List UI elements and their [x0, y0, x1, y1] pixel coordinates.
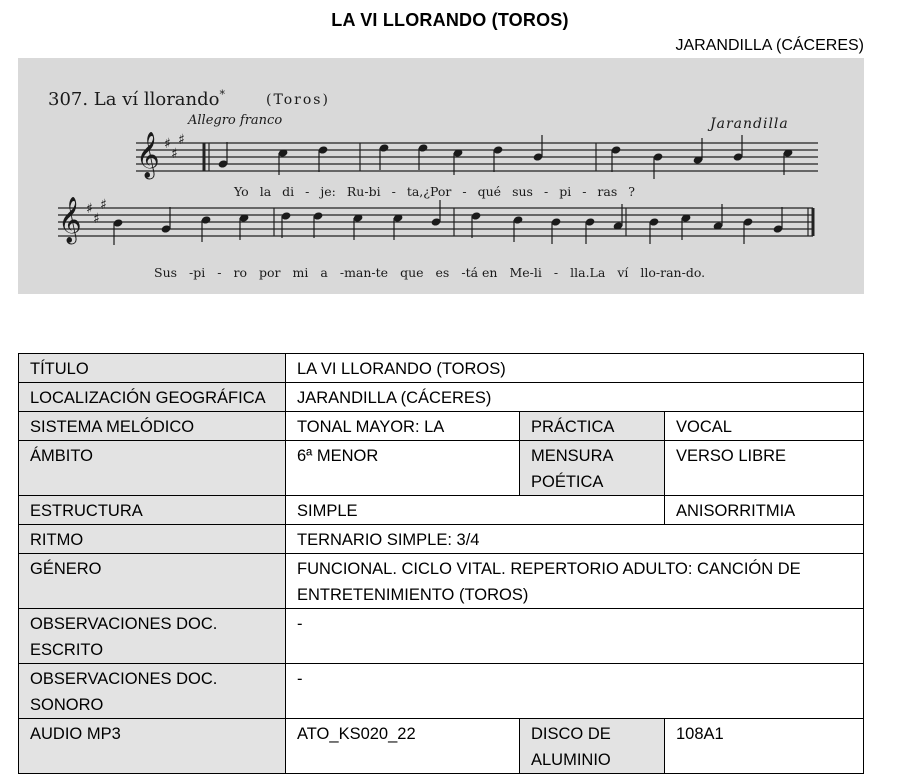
- label-titulo: TÍTULO: [19, 354, 286, 383]
- lyric-syllable: qué: [477, 184, 502, 199]
- lyric-syllable: lla.La: [570, 265, 606, 280]
- lyric-syllable: -: [391, 184, 396, 199]
- table-row-ritmo: [19, 525, 864, 554]
- value-estructura: SIMPLE: [286, 496, 665, 525]
- lyric-syllable: -: [462, 184, 467, 199]
- score-place: Jarandilla: [710, 116, 789, 132]
- lyric-syllable: Yo: [234, 184, 249, 199]
- lyric-syllable: ta,¿Por: [406, 184, 452, 199]
- value-sistema: TONAL MAYOR: LA: [286, 412, 520, 441]
- lyric-syllable: di: [282, 184, 295, 199]
- label-ritmo: RITMO: [19, 525, 286, 554]
- lyric-syllable: Sus: [154, 265, 178, 280]
- label-disco: DISCO DE ALUMINIO: [520, 719, 665, 774]
- treble-clef-icon: 𝄞: [136, 132, 160, 178]
- label-ambito: ÁMBITO: [19, 441, 286, 496]
- value-anisorritmia: ANISORRITMIA: [665, 496, 864, 525]
- label-sistema: SISTEMA MELÓDICO: [19, 412, 286, 441]
- lyric-syllable: -: [582, 184, 587, 199]
- lyric-syllable: llo-ran-do.: [640, 265, 706, 280]
- sharp-icon: ♯: [171, 146, 178, 162]
- lyric-syllable: Ru-bi: [346, 184, 381, 199]
- label-obs-sonoro: OBSERVACIONES DOC. SONORO: [19, 664, 286, 719]
- table-row-audio: [19, 719, 864, 774]
- lyric-syllable: que: [400, 265, 424, 280]
- value-ambito: 6ª MENOR: [286, 441, 520, 496]
- sharp-icon: ♯: [100, 197, 107, 213]
- value-mensura: VERSO LIBRE: [665, 441, 864, 496]
- lyric-syllable: -pi: [189, 265, 206, 280]
- table-row-sistema: [19, 412, 864, 441]
- lyric-syllable: ?: [628, 184, 635, 199]
- value-ritmo: TERNARIO SIMPLE: 3/4: [286, 525, 864, 554]
- lyric-syllable: -: [305, 184, 310, 199]
- lyric-syllable: ras: [597, 184, 618, 199]
- score-lyrics-2: [154, 265, 705, 280]
- value-audio: ATO_KS020_22: [286, 719, 520, 774]
- table-row-obs-escrito: [19, 609, 864, 664]
- lyric-syllable: -: [553, 265, 559, 280]
- value-genero: FUNCIONAL. CICLO VITAL. REPERTORIO ADULTO: CANCIÓN DE ENTRETENIMIENTO (TOROS): [286, 554, 864, 609]
- lyric-syllable: Me-li: [509, 265, 542, 280]
- treble-clef-icon: 𝄞: [58, 197, 82, 243]
- lyric-syllable: ro: [233, 265, 248, 280]
- sharp-icon: ♯: [93, 211, 100, 227]
- document-title: LA VI LLORANDO (TOROS): [331, 10, 569, 30]
- value-titulo: LA VI LLORANDO (TOROS): [286, 354, 864, 383]
- lyric-syllable: es: [435, 265, 450, 280]
- metadata-table: [18, 353, 864, 774]
- music-score-image: [18, 58, 864, 294]
- label-mensura: MENSURA POÉTICA: [520, 441, 665, 496]
- score-number-title: 307. La ví llorando*: [48, 88, 225, 110]
- score-lyrics-1: [233, 184, 635, 199]
- lyric-syllable: pi: [559, 184, 572, 199]
- table-row-ambito: [19, 441, 864, 496]
- sharp-icon: ♯: [86, 201, 93, 217]
- value-localizacion: JARANDILLA (CÁCERES): [286, 383, 864, 412]
- value-practica: VOCAL: [665, 412, 864, 441]
- score-tempo: Allegro franco: [188, 113, 283, 128]
- lyric-syllable: por: [259, 265, 281, 280]
- document-location: JARANDILLA (CÁCERES): [675, 37, 864, 54]
- sharp-icon: ♯: [164, 136, 171, 152]
- table-row-genero: [19, 554, 864, 609]
- sharp-icon: ♯: [178, 132, 185, 148]
- lyric-syllable: -man-te: [339, 265, 389, 280]
- label-obs-escrito: OBSERVACIONES DOC. ESCRITO: [19, 609, 286, 664]
- value-obs-escrito: -: [286, 609, 864, 664]
- lyric-syllable: je:: [320, 184, 336, 199]
- lyric-syllable: a: [320, 265, 328, 280]
- staff-line-1: [136, 132, 818, 180]
- lyric-syllable: la: [259, 184, 272, 199]
- label-audio: AUDIO MP3: [19, 719, 286, 774]
- table-row-titulo: [19, 354, 864, 383]
- score-subtitle: (Toros): [266, 92, 330, 108]
- lyric-syllable: -: [217, 265, 222, 280]
- label-practica: PRÁCTICA: [520, 412, 665, 441]
- value-disco: 108A1: [665, 719, 864, 774]
- lyric-syllable: -tá en: [461, 265, 498, 280]
- table-row-estructura: [19, 496, 864, 525]
- label-genero: GÉNERO: [19, 554, 286, 609]
- value-obs-sonoro: -: [286, 664, 864, 719]
- table-row-localizacion: [19, 383, 864, 412]
- label-estructura: ESTRUCTURA: [19, 496, 286, 525]
- lyric-syllable: -: [543, 184, 549, 199]
- lyric-syllable: sus: [512, 184, 533, 199]
- table-row-obs-sonoro: [19, 664, 864, 719]
- label-localizacion: LOCALIZACIÓN GEOGRÁFICA: [19, 383, 286, 412]
- lyric-syllable: mi: [292, 265, 309, 280]
- lyric-syllable: ví: [617, 265, 629, 280]
